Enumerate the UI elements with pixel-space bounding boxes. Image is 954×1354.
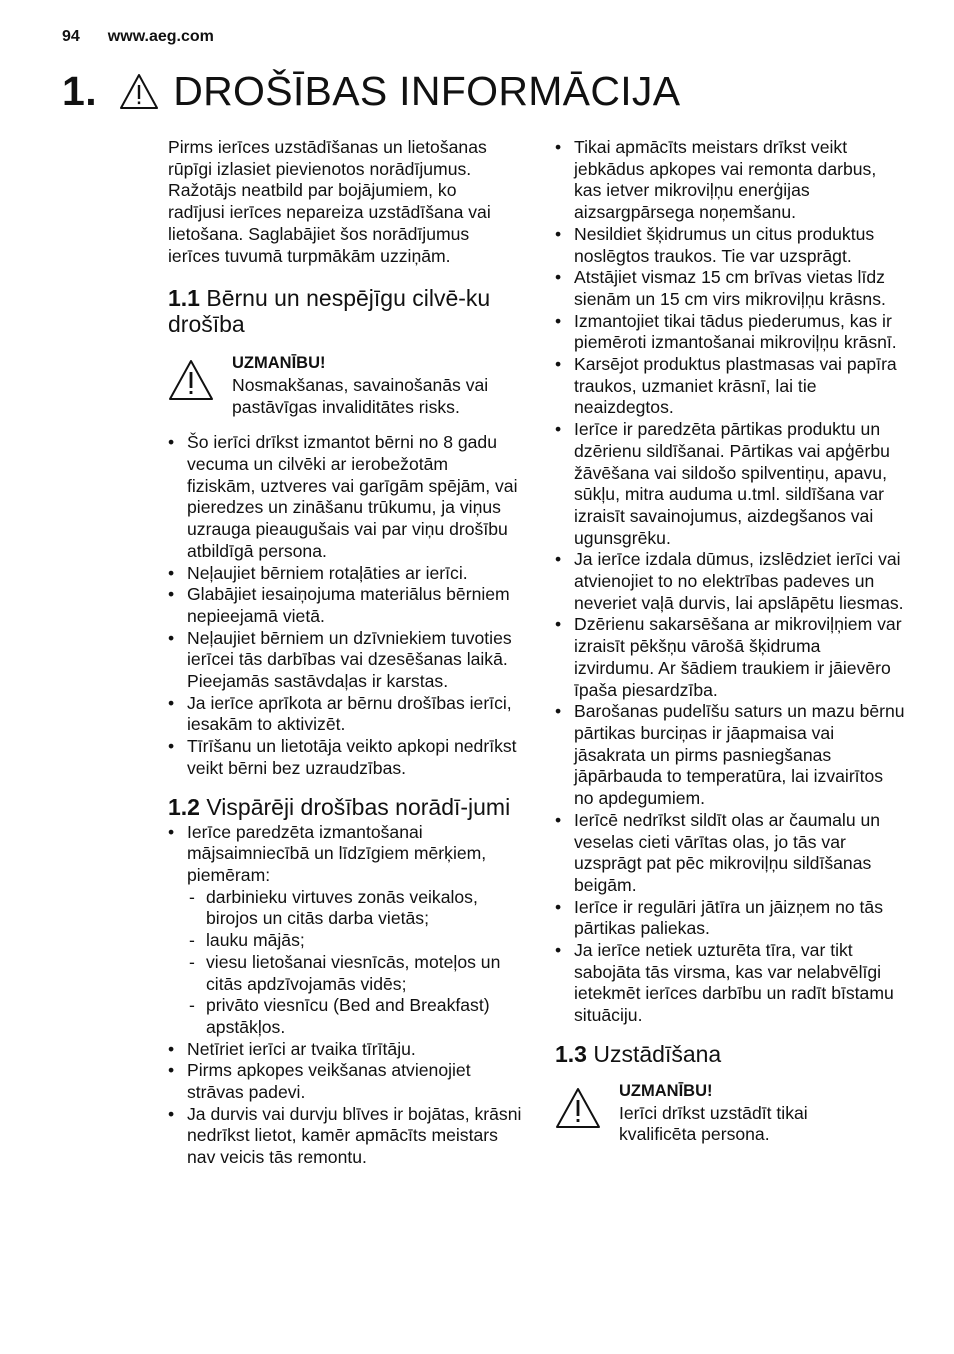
bullet-list [168,822,530,1169]
list-item: • Ierīce ir paredzēta pārtikas produktu un dzērienu sildīšanai. Pārtikas vai apģērbu žāvēšana vai sildošo spilventiņu, apavu, sūkļu, mitra auduma u.tml. sildīšana var izraisīt savainojumus, aizdegšanos vai ugunsgrēku. [555,419,905,549]
bullet-list [168,432,530,779]
list-item: • Neļaujiet bērniem un dzīvniekiem tuvoties ierīcei tās darbības vai dzesēšanas laikā. Pieejamās sastāvdaļas ir karstas. [168,628,530,693]
list-item: • Barošanas pudelīšu saturs un mazu bērnu pārtikas burciņas ir jāapmaisa vai jāsakrata un pirms pasniegšanas jāpārbauda to temperatūra, lai izvairītos no apdegumiem. [555,701,905,810]
list-item: • Dzērienu sakarsēšana ar mikroviļņiem var izraisīt pēkšņu vārošā šķidruma izvirdumu. Ar šādiem traukiem ir jāievēro īpaša piesardzība. [555,614,905,701]
list-item [168,822,530,1039]
warning-box [555,1081,905,1146]
list-item: • Šo ierīci drīkst izmantot bērni no 8 gadu vecuma un cilvēki ar ierobežotām fiziskām, uztveres vai garīgām spējām, vai pieredzes un zināšanu trūkumu, ja viņus uzrauga pieaugušais vai par viņu drošību atbildīgā persona. [168,432,530,562]
section-1-2-heading [168,794,518,820]
list-item: • Karsējot produktus plastmasas vai papīra traukos, uzmaniet krāsnī, lai tie neaizdegtos. [555,354,905,419]
section-title: Uzstādīšana [593,1040,722,1067]
chapter-title [62,68,680,115]
list-item: • Ja durvis vai durvju blīves ir bojātas, krāsni nedrīkst lietot, kamēr apmācīts meistars nav veicis tās remontu. [168,1104,530,1169]
section-number: 1.3 [555,1040,587,1067]
sub-list-item: - viesu lietošanai viesnīcās, moteļos un citās apdzīvojamās vidēs; [187,952,530,995]
warning-triangle-icon [119,73,159,111]
warning-label: UZMANĪBU! [232,354,326,373]
warning-text: Nosmakšanas, savainošanās vai pastāvīgas invaliditātes risks. [232,374,489,417]
list-item: • Neļaujiet bērniem rotaļāties ar ierīci. [168,563,530,585]
list-item: • Nesildiet šķidrumus un citus produktus noslēgtos traukos. Tie var uzsprāgt. [555,224,905,267]
section-1-1-heading [168,285,513,337]
bullet-list [555,137,905,1027]
list-item: • Ierīce ir regulāri jātīra un jāizņem no tās pārtikas paliekas. [555,897,905,940]
warning-label: UZMANĪBU! [619,1081,713,1100]
list-item-text: Ierīce paredzēta izmantošanai mājsaimniecībā un līdzīgiem mērķiem, piemēram: [187,821,487,885]
sub-list-item: - privāto viesnīcu (Bed and Breakfast) apstākļos. [187,995,530,1038]
section-number: 1.2 [168,793,200,820]
list-item: • Ierīcē nedrīkst sildīt olas ar čaumalu un veselas cieti vārītas olas, jo tās var uzsprāgt pat pēc mikroviļņu sildīšanas beigām. [555,810,905,897]
list-item: • Tīrīšanu un lietotāja veikto apkopi nedrīkst veikt bērni bez uzraudzības. [168,736,530,779]
right-column [555,137,905,1146]
intro-paragraph: Pirms ierīces uzstādīšanas un lietošanas rūpīgi izlasiet pievienotos norādījumus. Ražotājs neatbild par bojājumiem, ko radījusi ierīces nepareiza uzstādīšana vai lietošana. Saglabājiet šos norādījumus ierīces tuvumā turpmākām uzziņām. [168,137,491,266]
chapter-number: 1. [62,68,98,114]
list-item: • Ja ierīce aprīkota ar bērnu drošības ierīci, iesakām to aktivizēt. [168,693,530,736]
page-number: 94 [62,28,80,45]
section-title: Vispārēji drošības norādī-jumi [206,793,511,820]
chapter-heading: DROŠĪBAS INFORMĀCIJA [173,68,681,114]
warning-box [168,353,530,418]
page-header [62,28,214,46]
list-item: • Tikai apmācīts meistars drīkst veikt jebkādus apkopes vai remonta darbus, kas ietver mikroviļņu enerģijas aizsargpārsega noņemšanu. [555,137,905,224]
list-item: • Ja ierīce izdala dūmus, izslēdziet ierīci vai atvienojiet to no elektrības padeves un neveriet vaļā durvis, lai apslāpētu liesmas. [555,549,905,614]
list-item: • Pirms apkopes veikšanas atvienojiet strāvas padevi. [168,1060,530,1103]
section-1-3-heading [555,1041,905,1067]
sub-list-item: - darbinieku virtuves zonās veikalos, birojos un citās darba vietās; [187,887,530,930]
warning-triangle-icon [168,359,214,401]
sub-list [187,887,530,1039]
list-item: • Ja ierīce netiek uzturēta tīra, var tikt sabojāta tās virsma, kas var nelabvēlīgi ietekmēt ierīces darbību un radīt bīstamu situāciju. [555,940,905,1027]
header-url: www.aeg.com [107,28,214,45]
warning-text: Ierīci drīkst uzstādīt tikai kvalificēta persona. [619,1102,808,1145]
left-column [168,137,530,1169]
sub-list-item: - lauku mājās; [187,930,530,952]
section-number: 1.1 [168,285,200,312]
list-item: • Atstājiet vismaz 15 cm brīvas vietas līdz sienām un 15 cm virs mikroviļņu krāsns. [555,267,905,310]
list-item: • Netīriet ierīci ar tvaika tīrītāju. [168,1039,530,1061]
warning-triangle-icon [555,1087,601,1129]
section-title: Bērnu un nespējīgu cilvē-ku drošība [168,285,491,338]
list-item: • Glabājiet iesaiņojuma materiālus bērniem nepieejamā vietā. [168,584,530,627]
list-item: • Izmantojiet tikai tādus piederumus, kas ir piemēroti izmantošanai mikroviļņu krāsnī. [555,311,905,354]
